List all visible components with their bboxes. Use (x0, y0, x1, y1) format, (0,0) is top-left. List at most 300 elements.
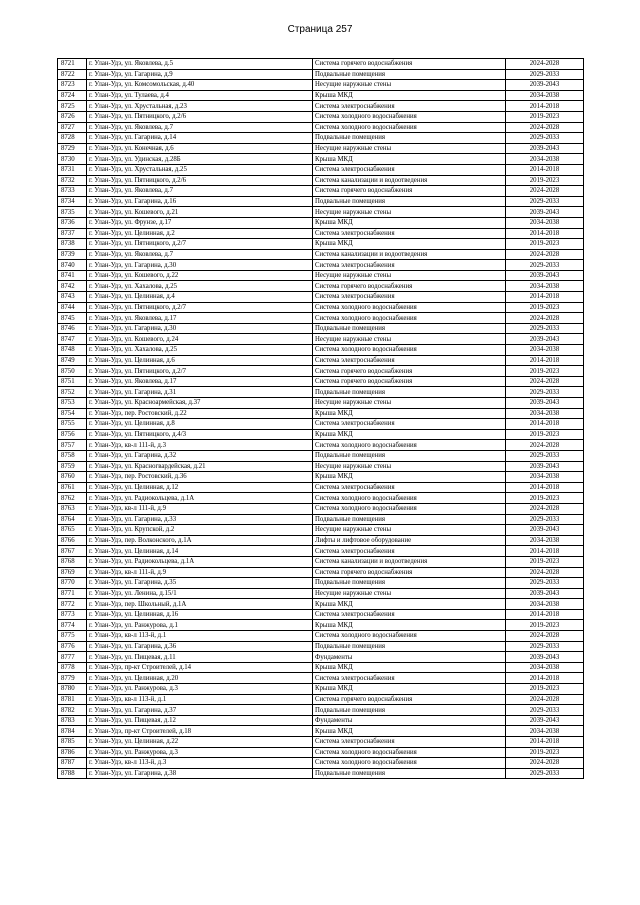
system-cell: Крыша МКД (313, 408, 506, 419)
address-cell: г. Улан-Удэ, ул. Хрустальная, д.25 (87, 164, 313, 175)
address-cell: г. Улан-Удэ, ул. Кошевого, д.21 (87, 207, 313, 218)
period-cell: 2019-2023 (506, 620, 584, 631)
address-cell: г. Улан-Удэ, ул. Гагарина, д.9 (87, 69, 313, 80)
row-number: 8746 (58, 323, 87, 334)
table-row (58, 684, 584, 695)
system-cell: Крыша МКД (313, 90, 506, 101)
system-cell: Крыша МКД (313, 154, 506, 165)
system-cell: Система холодного водоснабжения (313, 122, 506, 133)
period-cell: 2039-2043 (506, 398, 584, 409)
address-cell: г. Улан-Удэ, ул. Кошевого, д.24 (87, 334, 313, 345)
system-cell: Система холодного водоснабжения (313, 758, 506, 769)
period-cell: 2039-2043 (506, 334, 584, 345)
period-cell: 2039-2043 (506, 461, 584, 472)
period-cell: 2039-2043 (506, 652, 584, 663)
system-cell: Несущие наружные стены (313, 334, 506, 345)
period-cell: 2024-2028 (506, 694, 584, 705)
address-cell: г. Улан-Удэ, ул. Тулаева, д.4 (87, 90, 313, 101)
row-number: 8779 (58, 673, 87, 684)
address-cell: г. Улан-Удэ, ул. Ранжурова, д.1 (87, 620, 313, 631)
table-row (58, 482, 584, 493)
system-cell: Система холодного водоснабжения (313, 493, 506, 504)
period-cell: 2019-2023 (506, 747, 584, 758)
period-cell: 2014-2018 (506, 292, 584, 303)
table-row (58, 69, 584, 80)
row-number: 8739 (58, 249, 87, 260)
table-row (58, 599, 584, 610)
period-cell: 2024-2028 (506, 186, 584, 197)
system-cell: Система холодного водоснабжения (313, 345, 506, 356)
address-cell: г. Улан-Удэ, ул. Целинная, д.22 (87, 737, 313, 748)
system-cell: Крыша МКД (313, 217, 506, 228)
period-cell: 2024-2028 (506, 59, 584, 70)
system-cell: Фундаменты (313, 652, 506, 663)
address-cell: г. Улан-Удэ, ул. Пятницкого, д.2/7 (87, 239, 313, 250)
table-row (58, 164, 584, 175)
row-number: 8783 (58, 715, 87, 726)
address-cell: г. Улан-Удэ, ул. Яковлева, д.17 (87, 313, 313, 324)
address-cell: г. Улан-Удэ, ул. Яковлева, д.7 (87, 122, 313, 133)
row-number: 8786 (58, 747, 87, 758)
table-row (58, 419, 584, 430)
system-cell: Система холодного водоснабжения (313, 313, 506, 324)
system-cell: Подвальные помещения (313, 133, 506, 144)
table-body (58, 59, 584, 779)
address-cell: г. Улан-Удэ, кв-л 113-й, д.1 (87, 631, 313, 642)
row-number: 8758 (58, 450, 87, 461)
system-cell: Несущие наружные стены (313, 80, 506, 91)
address-cell: г. Улан-Удэ, ул. Пятницкого, д.4/3 (87, 429, 313, 440)
row-number: 8775 (58, 631, 87, 642)
row-number: 8721 (58, 59, 87, 70)
system-cell: Система горячего водоснабжения (313, 281, 506, 292)
row-number: 8730 (58, 154, 87, 165)
period-cell: 2014-2018 (506, 546, 584, 557)
row-number: 8742 (58, 281, 87, 292)
address-cell: г. Улан-Удэ, ул. Пятницкого, д.2/6 (87, 175, 313, 186)
period-cell: 2034-2038 (506, 662, 584, 673)
row-number: 8759 (58, 461, 87, 472)
address-cell: г. Улан-Удэ, ул. Гагарина, д.14 (87, 133, 313, 144)
system-cell: Система холодного водоснабжения (313, 503, 506, 514)
period-cell: 2034-2038 (506, 217, 584, 228)
table-row (58, 525, 584, 536)
period-cell: 2014-2018 (506, 609, 584, 620)
row-number: 8731 (58, 164, 87, 175)
address-cell: г. Улан-Удэ, кв-л 111-й, д.9 (87, 503, 313, 514)
system-cell: Система электроснабжения (313, 482, 506, 493)
row-number: 8747 (58, 334, 87, 345)
row-number: 8778 (58, 662, 87, 673)
address-cell: г. Улан-Удэ, кв-л 111-й, д.3 (87, 440, 313, 451)
address-cell: г. Улан-Удэ, ул. Гагарина, д.32 (87, 450, 313, 461)
table-row (58, 588, 584, 599)
system-cell: Система электроснабжения (313, 164, 506, 175)
period-cell: 2034-2038 (506, 345, 584, 356)
system-cell: Фундаменты (313, 715, 506, 726)
row-number: 8750 (58, 366, 87, 377)
row-number: 8734 (58, 196, 87, 207)
period-cell: 2039-2043 (506, 143, 584, 154)
row-number: 8725 (58, 101, 87, 112)
table-row (58, 154, 584, 165)
address-cell: г. Улан-Удэ, ул. Целинная, д.6 (87, 355, 313, 366)
row-number: 8760 (58, 472, 87, 483)
address-cell: г. Улан-Удэ, ул. Целинная, д.14 (87, 546, 313, 557)
address-cell: г. Улан-Удэ, ул. Целинная, д.16 (87, 609, 313, 620)
table-row (58, 249, 584, 260)
period-cell: 2029-2033 (506, 450, 584, 461)
system-cell: Система холодного водоснабжения (313, 440, 506, 451)
table-row (58, 217, 584, 228)
row-number: 8754 (58, 408, 87, 419)
row-number: 8777 (58, 652, 87, 663)
period-cell: 2019-2023 (506, 175, 584, 186)
address-cell: г. Улан-Удэ, ул. Яковлева, д.17 (87, 376, 313, 387)
row-number: 8768 (58, 556, 87, 567)
address-cell: г. Улан-Удэ, ул. Удинская, д.28Б (87, 154, 313, 165)
system-cell: Крыша МКД (313, 684, 506, 695)
system-cell: Система электроснабжения (313, 673, 506, 684)
system-cell: Система канализации и водоотведения (313, 175, 506, 186)
period-cell: 2034-2038 (506, 599, 584, 610)
address-cell: г. Улан-Удэ, ул. Гагарина, д.35 (87, 578, 313, 589)
address-cell: г. Улан-Удэ, ул. Красноармейская, д.37 (87, 398, 313, 409)
period-cell: 2034-2038 (506, 154, 584, 165)
period-cell: 2039-2043 (506, 270, 584, 281)
row-number: 8723 (58, 80, 87, 91)
system-cell: Подвальные помещения (313, 705, 506, 716)
table-row (58, 196, 584, 207)
period-cell: 2039-2043 (506, 525, 584, 536)
row-number: 8772 (58, 599, 87, 610)
system-cell: Система электроснабжения (313, 737, 506, 748)
table-row (58, 355, 584, 366)
address-cell: г. Улан-Удэ, пер. Волконского, д.1А (87, 535, 313, 546)
period-cell: 2019-2023 (506, 556, 584, 567)
system-cell: Несущие наружные стены (313, 398, 506, 409)
address-cell: г. Улан-Удэ, пер. Школьный, д.1А (87, 599, 313, 610)
address-cell: г. Улан-Удэ, ул. Фрунзе, д.17 (87, 217, 313, 228)
system-cell: Крыша МКД (313, 620, 506, 631)
row-number: 8727 (58, 122, 87, 133)
table-row (58, 578, 584, 589)
row-number: 8774 (58, 620, 87, 631)
system-cell: Крыша МКД (313, 239, 506, 250)
system-cell: Несущие наружные стены (313, 461, 506, 472)
period-cell: 2014-2018 (506, 482, 584, 493)
period-cell: 2029-2033 (506, 768, 584, 779)
system-cell: Крыша МКД (313, 726, 506, 737)
row-number: 8776 (58, 641, 87, 652)
address-cell: г. Улан-Удэ, ул. Хахалова, д.25 (87, 281, 313, 292)
row-number: 8785 (58, 737, 87, 748)
period-cell: 2019-2023 (506, 302, 584, 313)
table-row (58, 546, 584, 557)
table-row (58, 567, 584, 578)
system-cell: Система электроснабжения (313, 101, 506, 112)
repair-schedule-table (57, 58, 584, 779)
system-cell: Система горячего водоснабжения (313, 366, 506, 377)
period-cell: 2019-2023 (506, 493, 584, 504)
row-number: 8726 (58, 111, 87, 122)
table-row (58, 270, 584, 281)
table-row (58, 80, 584, 91)
table-row (58, 440, 584, 451)
system-cell: Система горячего водоснабжения (313, 186, 506, 197)
row-number: 8773 (58, 609, 87, 620)
address-cell: г. Улан-Удэ, ул. Радиокольцева, д.1А (87, 493, 313, 504)
system-cell: Крыша МКД (313, 472, 506, 483)
system-cell: Несущие наружные стены (313, 143, 506, 154)
system-cell: Подвальные помещения (313, 514, 506, 525)
system-cell: Система электроснабжения (313, 419, 506, 430)
period-cell: 2024-2028 (506, 249, 584, 260)
address-cell: г. Улан-Удэ, ул. Гагарина, д.33 (87, 514, 313, 525)
address-cell: г. Улан-Удэ, ул. Красногвардейская, д.21 (87, 461, 313, 472)
address-cell: г. Улан-Удэ, ул. Целинная, д.4 (87, 292, 313, 303)
table-row (58, 694, 584, 705)
period-cell: 2029-2033 (506, 69, 584, 80)
period-cell: 2024-2028 (506, 631, 584, 642)
table-row (58, 705, 584, 716)
address-cell: г. Улан-Удэ, ул. Ленина, д.15/1 (87, 588, 313, 599)
period-cell: 2024-2028 (506, 440, 584, 451)
address-cell: г. Улан-Удэ, ул. Пищевая, д.11 (87, 652, 313, 663)
row-number: 8770 (58, 578, 87, 589)
system-cell: Подвальные помещения (313, 768, 506, 779)
table-row (58, 747, 584, 758)
system-cell: Несущие наружные стены (313, 207, 506, 218)
address-cell: г. Улан-Удэ, ул. Яковлева, д.7 (87, 249, 313, 260)
system-cell: Система горячего водоснабжения (313, 59, 506, 70)
period-cell: 2029-2033 (506, 705, 584, 716)
row-number: 8781 (58, 694, 87, 705)
address-cell: г. Улан-Удэ, ул. Гагарина, д.30 (87, 323, 313, 334)
address-cell: г. Улан-Удэ, ул. Гагарина, д.38 (87, 768, 313, 779)
period-cell: 2039-2043 (506, 588, 584, 599)
table-row (58, 207, 584, 218)
period-cell: 2024-2028 (506, 758, 584, 769)
row-number: 8724 (58, 90, 87, 101)
system-cell: Подвальные помещения (313, 578, 506, 589)
address-cell: г. Улан-Удэ, пер. Ростовский, д.22 (87, 408, 313, 419)
address-cell: г. Улан-Удэ, ул. Целинная, д.2 (87, 228, 313, 239)
period-cell: 2034-2038 (506, 472, 584, 483)
table-row (58, 514, 584, 525)
row-number: 8748 (58, 345, 87, 356)
table-row (58, 737, 584, 748)
system-cell: Система горячего водоснабжения (313, 376, 506, 387)
period-cell: 2014-2018 (506, 228, 584, 239)
system-cell: Система канализации и водоотведения (313, 556, 506, 567)
address-cell: г. Улан-Удэ, ул. Гагарина, д.16 (87, 196, 313, 207)
address-cell: г. Улан-Удэ, пер. Ростовский, д.36 (87, 472, 313, 483)
row-number: 8751 (58, 376, 87, 387)
table-row (58, 111, 584, 122)
system-cell: Система электроснабжения (313, 546, 506, 557)
row-number: 8743 (58, 292, 87, 303)
period-cell: 2019-2023 (506, 429, 584, 440)
table-row (58, 398, 584, 409)
row-number: 8763 (58, 503, 87, 514)
table-row (58, 90, 584, 101)
address-cell: г. Улан-Удэ, ул. Пятницкого, д.2/7 (87, 302, 313, 313)
address-cell: г. Улан-Удэ, ул. Целинная, д.12 (87, 482, 313, 493)
system-cell: Крыша МКД (313, 599, 506, 610)
period-cell: 2014-2018 (506, 355, 584, 366)
address-cell: г. Улан-Удэ, ул. Кошевого, д.22 (87, 270, 313, 281)
table-row (58, 345, 584, 356)
table-row (58, 472, 584, 483)
table-row (58, 408, 584, 419)
row-number: 8738 (58, 239, 87, 250)
table-row (58, 186, 584, 197)
system-cell: Подвальные помещения (313, 641, 506, 652)
table-row (58, 59, 584, 70)
period-cell: 2034-2038 (506, 535, 584, 546)
address-cell: г. Улан-Удэ, ул. Хахалова, д.25 (87, 345, 313, 356)
system-cell: Крыша МКД (313, 662, 506, 673)
row-number: 8736 (58, 217, 87, 228)
row-number: 8722 (58, 69, 87, 80)
system-cell: Система горячего водоснабжения (313, 567, 506, 578)
row-number: 8761 (58, 482, 87, 493)
row-number: 8740 (58, 260, 87, 271)
period-cell: 2034-2038 (506, 90, 584, 101)
address-cell: г. Улан-Удэ, кв-л 111-й, д.9 (87, 567, 313, 578)
row-number: 8735 (58, 207, 87, 218)
system-cell: Система электроснабжения (313, 609, 506, 620)
table-row (58, 768, 584, 779)
address-cell: г. Улан-Удэ, ул. Пищевая, д.12 (87, 715, 313, 726)
period-cell: 2014-2018 (506, 673, 584, 684)
period-cell: 2014-2018 (506, 419, 584, 430)
period-cell: 2019-2023 (506, 684, 584, 695)
address-cell: г. Улан-Удэ, ул. Конечная, д.6 (87, 143, 313, 154)
table-row (58, 334, 584, 345)
table-row (58, 535, 584, 546)
table-row (58, 260, 584, 271)
row-number: 8745 (58, 313, 87, 324)
period-cell: 2029-2033 (506, 260, 584, 271)
system-cell: Система холодного водоснабжения (313, 302, 506, 313)
address-cell: г. Улан-Удэ, ул. Гагарина, д.37 (87, 705, 313, 716)
row-number: 8769 (58, 567, 87, 578)
period-cell: 2029-2033 (506, 196, 584, 207)
address-cell: г. Улан-Удэ, кв-л 113-й, д.3 (87, 758, 313, 769)
table-row (58, 503, 584, 514)
row-number: 8756 (58, 429, 87, 440)
row-number: 8784 (58, 726, 87, 737)
table-row (58, 143, 584, 154)
table-row (58, 652, 584, 663)
period-cell: 2029-2033 (506, 323, 584, 334)
row-number: 8728 (58, 133, 87, 144)
address-cell: г. Улан-Удэ, ул. Ранжурова, д.3 (87, 684, 313, 695)
period-cell: 2019-2023 (506, 239, 584, 250)
table-row (58, 715, 584, 726)
table-row (58, 673, 584, 684)
system-cell: Подвальные помещения (313, 196, 506, 207)
row-number: 8787 (58, 758, 87, 769)
period-cell: 2029-2033 (506, 133, 584, 144)
table-row (58, 281, 584, 292)
row-number: 8741 (58, 270, 87, 281)
address-cell: г. Улан-Удэ, ул. Яковлева, д.7 (87, 186, 313, 197)
system-cell: Несущие наружные стены (313, 525, 506, 536)
table-row (58, 429, 584, 440)
table-row (58, 620, 584, 631)
period-cell: 2029-2033 (506, 578, 584, 589)
address-cell: г. Улан-Удэ, ул. Ранжурова, д.3 (87, 747, 313, 758)
row-number: 8729 (58, 143, 87, 154)
address-cell: г. Улан-Удэ, кв-л 113-й, д.1 (87, 694, 313, 705)
period-cell: 2039-2043 (506, 715, 584, 726)
period-cell: 2024-2028 (506, 376, 584, 387)
row-number: 8732 (58, 175, 87, 186)
table-row (58, 461, 584, 472)
table-row (58, 239, 584, 250)
table-row (58, 292, 584, 303)
address-cell: г. Улан-Удэ, пр-кт Строителей, д.14 (87, 662, 313, 673)
address-cell: г. Улан-Удэ, ул. Крупской, д.2 (87, 525, 313, 536)
period-cell: 2014-2018 (506, 101, 584, 112)
period-cell: 2019-2023 (506, 366, 584, 377)
table-row (58, 122, 584, 133)
table-row (58, 313, 584, 324)
system-cell: Система холодного водоснабжения (313, 631, 506, 642)
table-row (58, 493, 584, 504)
row-number: 8733 (58, 186, 87, 197)
row-number: 8767 (58, 546, 87, 557)
table-row (58, 376, 584, 387)
table-row (58, 631, 584, 642)
row-number: 8765 (58, 525, 87, 536)
system-cell: Система канализации и водоотведения (313, 249, 506, 260)
period-cell: 2024-2028 (506, 313, 584, 324)
period-cell: 2034-2038 (506, 408, 584, 419)
system-cell: Подвальные помещения (313, 450, 506, 461)
address-cell: г. Улан-Удэ, ул. Пятницкого, д.2/6 (87, 111, 313, 122)
table-row (58, 556, 584, 567)
table-row (58, 133, 584, 144)
table-row (58, 641, 584, 652)
row-number: 8780 (58, 684, 87, 695)
row-number: 8737 (58, 228, 87, 239)
period-cell: 2024-2028 (506, 567, 584, 578)
address-cell: г. Улан-Удэ, ул. Хрустальная, д.23 (87, 101, 313, 112)
period-cell: 2039-2043 (506, 207, 584, 218)
system-cell: Система горячего водоснабжения (313, 694, 506, 705)
address-cell: г. Улан-Удэ, пр-кт Строителей, д.18 (87, 726, 313, 737)
address-cell: г. Улан-Удэ, ул. Гагарина, д.36 (87, 641, 313, 652)
period-cell: 2034-2038 (506, 726, 584, 737)
period-cell: 2039-2043 (506, 80, 584, 91)
period-cell: 2024-2028 (506, 122, 584, 133)
table-row (58, 302, 584, 313)
system-cell: Система электроснабжения (313, 292, 506, 303)
table-row (58, 387, 584, 398)
table-row (58, 228, 584, 239)
system-cell: Подвальные помещения (313, 323, 506, 334)
system-cell: Лифты и лифтовое оборудование (313, 535, 506, 546)
row-number: 8782 (58, 705, 87, 716)
system-cell: Система электроснабжения (313, 355, 506, 366)
row-number: 8753 (58, 398, 87, 409)
row-number: 8788 (58, 768, 87, 779)
row-number: 8764 (58, 514, 87, 525)
